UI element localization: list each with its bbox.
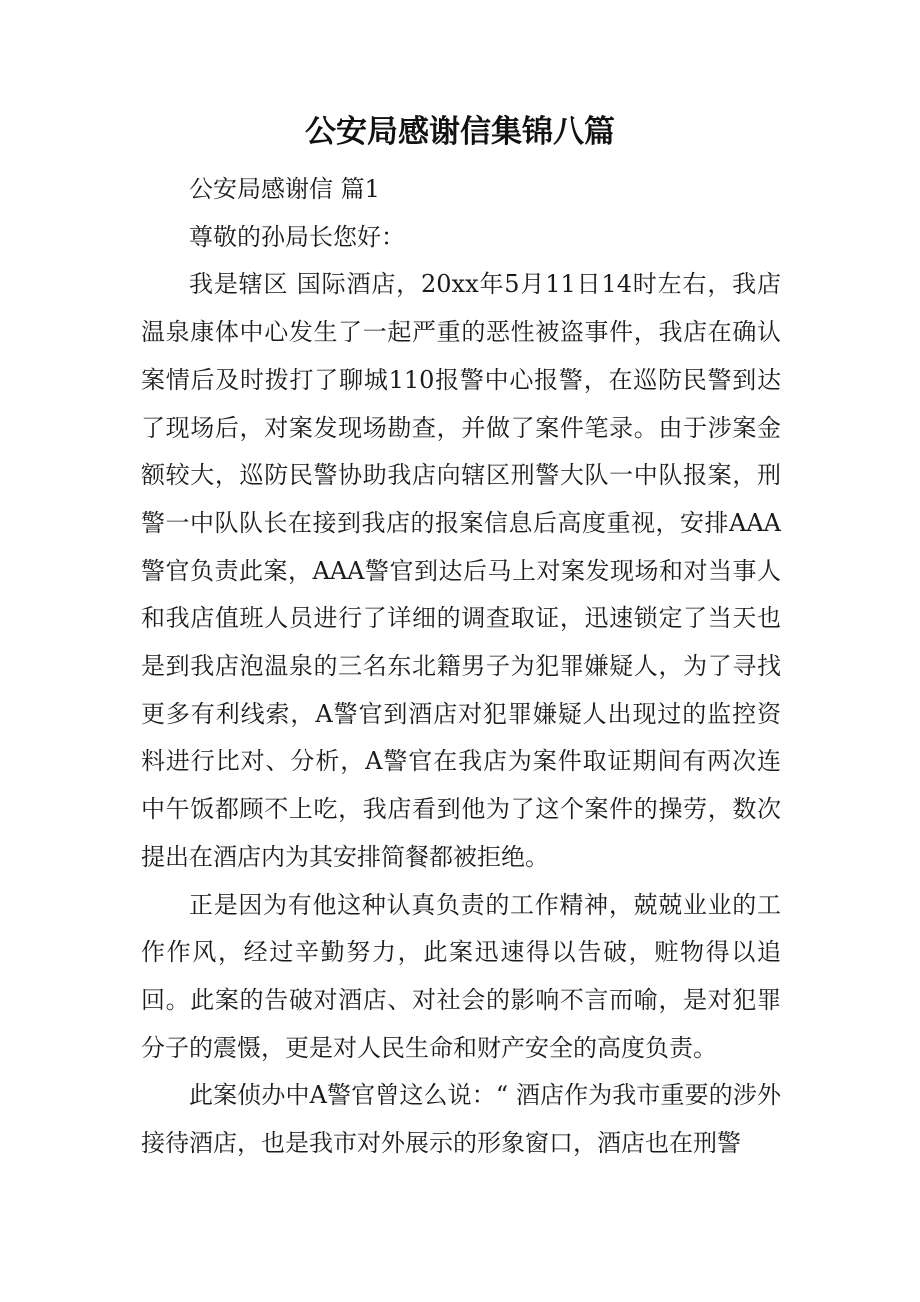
body-paragraph-1: 我是辖区 国际酒店，20xx年5月11日14时左右，我店温泉康体中心发生了一起严重的恶性被盗事件，我店在确认案情后及时拨打了聊城110报警中心报警，在巡防民警到达了现场后，对案发现场勘查，并做了案件笔录。由于涉案金额较大，巡防民警协助我店向辖区刑警大队一中队报案，刑警一中队队长在接到我店的报案信息后高度重视，安排AAA警官负责此案，AAA警官到达后马上对案发现场和对当事人和我店值班人员进行了详细的调查取证，迅速锁定了当天也是到我店泡温泉的三名东北籍男子为犯罪嫌疑人，为了寻找更多有利线索，A警官到酒店对犯罪嫌疑人出现过的监控资料进行比对、分析，A警官在我店为案件取证期间有两次连中午饭都顾不上吃，我店看到他为了这个案件的操劳，数次提出在酒店内为其安排简餐都被拒绝。 <box>141 270 781 871</box>
section-heading: 公安局感谢信 篇1 <box>189 175 380 203</box>
document-title: 公安局感谢信集锦八篇 <box>305 114 615 150</box>
document-body <box>141 166 781 1168</box>
body-paragraph-3: 此案侦办中A警官曾这么说：“ 酒店作为我市重要的涉外接待酒店，也是我市对外展示的形象窗口，酒店也在刑警 <box>141 1081 781 1158</box>
body-paragraph-2: 正是因为有他这种认真负责的工作精神，兢兢业业的工作作风，经过辛勤努力，此案迅速得以告破，赃物得以追回。此案的告破对酒店、对社会的影响不言而喻，是对犯罪分子的震慑，更是对人民生命和财产安全的高度负责。 <box>141 890 781 1062</box>
salutation: 尊敬的孙局长您好： <box>189 222 405 251</box>
